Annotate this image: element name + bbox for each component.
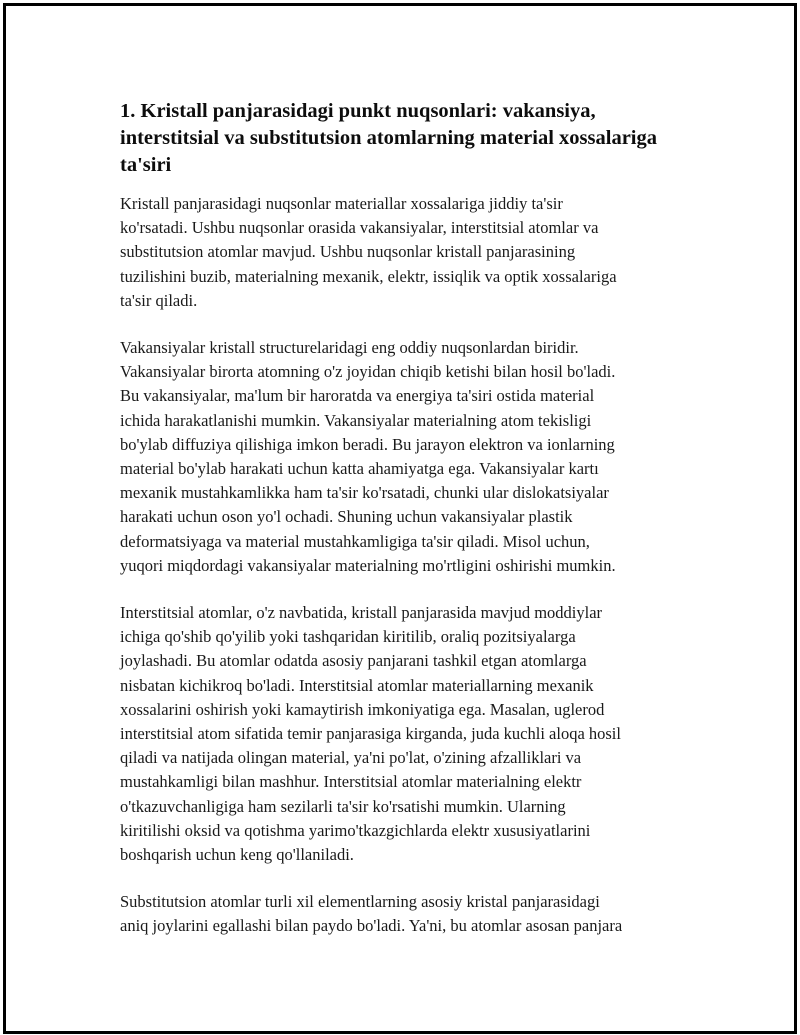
paragraph-vacancies bbox=[120, 336, 690, 578]
text-line: Vakansiyalar kristall structurelaridagi eng oddiy nuqsonlardan biridir. bbox=[120, 338, 579, 358]
text-line: aniq joylarini egallashi bilan paydo bo'ladi. Ya'ni, bu atomlar asosan panjara bbox=[120, 916, 623, 936]
section-heading bbox=[120, 98, 690, 179]
text-line: tuzilishini buzib, materialning mexanik, elektr, issiqlik va optik xossalariga bbox=[120, 266, 617, 286]
text-line: qiladi va natijada olingan material, ya'ni po'lat, o'zining afzalliklari va bbox=[120, 748, 582, 768]
text-line: ta'sir qiladi. bbox=[120, 290, 198, 310]
text-line: boshqarish uchun keng qo'llaniladi. bbox=[120, 845, 354, 865]
text-line: ichiga qo'shib qo'yilib yoki tashqaridan kiritilib, oraliq pozitsiyalarga bbox=[120, 627, 576, 647]
text-line: Substitutsion atomlar turli xil elementlarning asosiy kristal panjarasidagi bbox=[120, 892, 600, 912]
text-line: Kristall panjarasidagi nuqsonlar materiallar xossalariga jiddiy ta'sir bbox=[120, 194, 563, 213]
paragraph-substitutional bbox=[120, 890, 690, 938]
text-line: Interstitsial atomlar, o'z navbatida, kristall panjarasida mavjud moddiylar bbox=[120, 603, 603, 623]
heading-line: 1. Kristall panjarasidagi punkt nuqsonlari: vakansiya, bbox=[120, 100, 596, 122]
text-line: deformatsiyaga va material mustahkamligiga ta'sir qiladi. Misol uchun, bbox=[120, 531, 590, 551]
text-line: bo'ylab diffuziya qilishiga imkon beradi. Bu jarayon elektron va ionlarning bbox=[120, 434, 615, 454]
text-line: o'tkazuvchanligiga ham sezilarli ta'sir ko'rsatishi mumkin. Ularning bbox=[120, 796, 566, 816]
paragraph-intro bbox=[120, 192, 690, 313]
text-line: ko'rsatadi. Ushbu nuqsonlar orasida vakansiyalar, interstitsial atomlar va bbox=[120, 218, 599, 238]
text-line: kiritilishi oksid va qotishma yarimo'tkazgichlarda elektr xususiyatlarini bbox=[120, 820, 591, 840]
paragraph-interstitial bbox=[120, 601, 690, 867]
text-line: substitutsion atomlar mavjud. Ushbu nuqsonlar kristall panjarasining bbox=[120, 242, 576, 262]
document-body bbox=[120, 98, 690, 962]
text-line: yuqori miqdordagi vakansiyalar materialning mo'rtligini oshirishi mumkin. bbox=[120, 555, 616, 575]
heading-line: interstitsial va substitutsion atomlarning material xossalariga bbox=[120, 127, 657, 149]
heading-line: ta'siri bbox=[120, 154, 172, 176]
text-line: joylashadi. Bu atomlar odatda asosiy panjarani tashkil etgan atomlarga bbox=[120, 651, 587, 671]
text-line: nisbatan kichikroq bo'ladi. Interstitsial atomlar materiallarning mexanik bbox=[120, 675, 594, 695]
text-line: interstitsial atom sifatida temir panjarasiga kirganda, juda kuchli aloqa hosil bbox=[120, 724, 621, 744]
text-line: harakati uchun oson yo'l ochadi. Shuning uchun vakansiyalar plastik bbox=[120, 507, 573, 527]
text-line: material bo'ylab harakati uchun katta ahamiyatga ega. Vakansiyalar kartı bbox=[120, 459, 599, 479]
text-line: Bu vakansiyalar, ma'lum bir haroratda va energiya ta'siri ostida material bbox=[120, 386, 595, 406]
text-line: mexanik mustahkamlikka ham ta'sir ko'rsatadi, chunki ular dislokatsiyalar bbox=[120, 483, 609, 503]
text-line: xossalarini oshirish yoki kamaytirish imkoniyatiga ega. Masalan, uglerod bbox=[120, 699, 605, 719]
text-line: Vakansiyalar birorta atomning o'z joyidan chiqib ketishi bilan hosil bo'ladi. bbox=[120, 362, 616, 382]
text-line: ichida harakatlanishi mumkin. Vakansiyalar materialning atom tekisligi bbox=[120, 410, 592, 430]
page-frame bbox=[3, 3, 797, 1034]
text-line: mustahkamligi bilan mashhur. Interstitsial atomlar materialning elektr bbox=[120, 772, 582, 792]
